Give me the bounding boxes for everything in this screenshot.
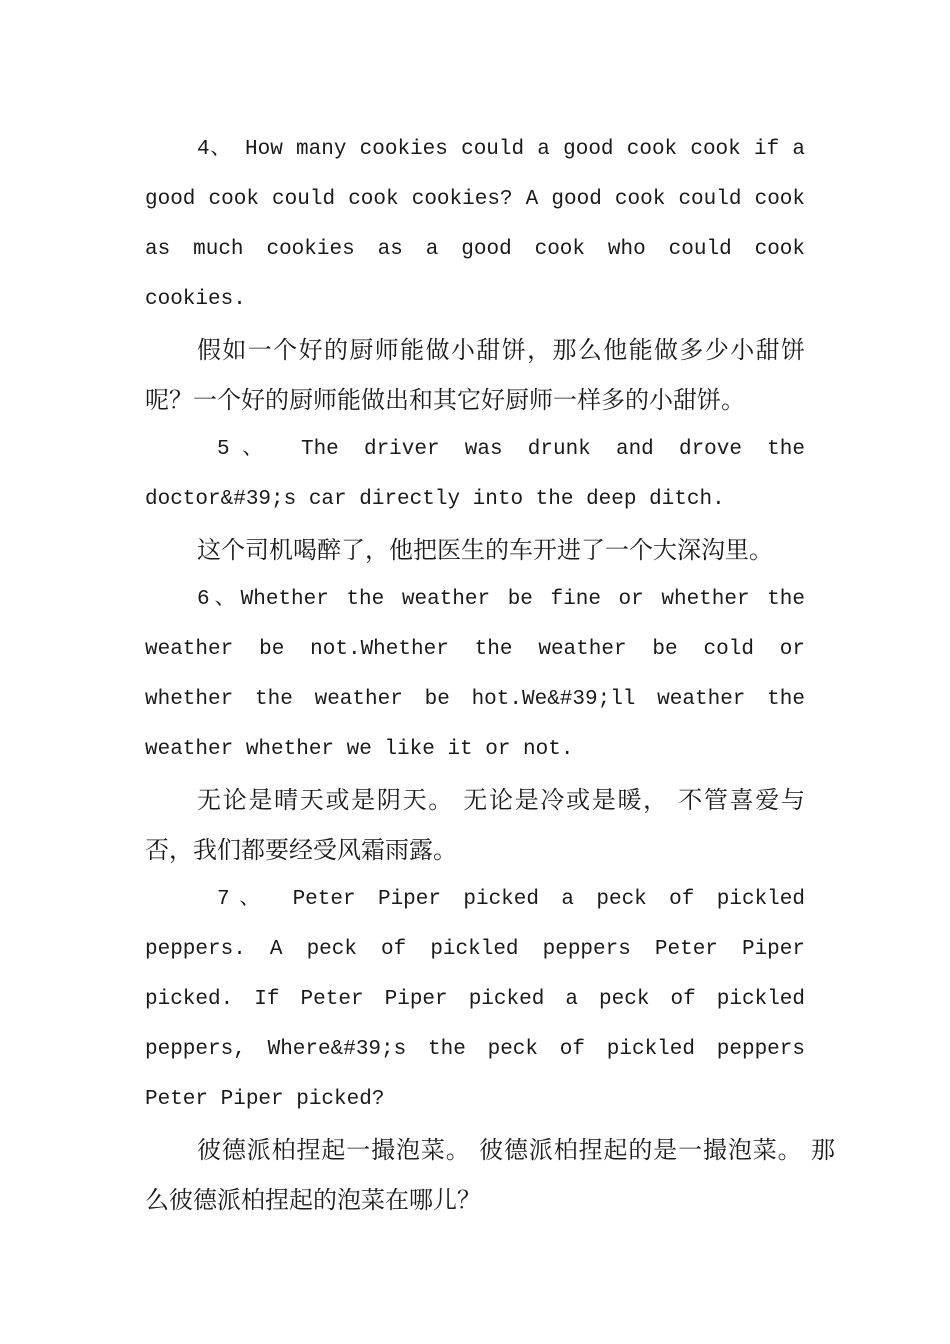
item-7-chinese: 彼德派柏捏起一撮泡菜。 彼德派柏捏起的是一撮泡菜。 那么彼德派柏捏起的泡菜在哪儿？ [145,1136,835,1214]
item-5-english: 5、 The driver was drunk and drove the doctor&#39;s car directly into the deep ditch. [145,438,805,511]
item-7-english: 7、 Peter Piper picked a peck of pickled peppers. A peck of pickled peppers Peter Piper picked. If Peter Piper picked a peck of pickled peppers, Where&#39;s the peck of pickled peppers Peter Piper picked? [145,888,805,1111]
item-5-chinese: 这个司机喝醉了，他把医生的车开进了一个大深沟里。 [197,536,773,564]
document-page [145,125,835,1225]
item-6-english: 6、Whether the weather be fine or whether the weather be not.Whether the weather be cold or whether the weather be hot.We&#39;ll weather the weather whether we like it or not. [145,588,805,761]
item-4-chinese: 假如一个好的厨师能做小甜饼，那么他能做多少小甜饼呢？一个好的厨师能做出和其它好厨师一样多的小甜饼。 [145,336,805,414]
item-4-english: 4、 How many cookies could a good cook cook if a good cook could cook cookies? A good cook could cook as much cookies as a good cook who could cook cookies. [145,138,805,311]
item-6-chinese: 无论是晴天或是阴天。 无论是冷或是暖， 不管喜爱与否，我们都要经受风霜雨露。 [145,786,805,864]
